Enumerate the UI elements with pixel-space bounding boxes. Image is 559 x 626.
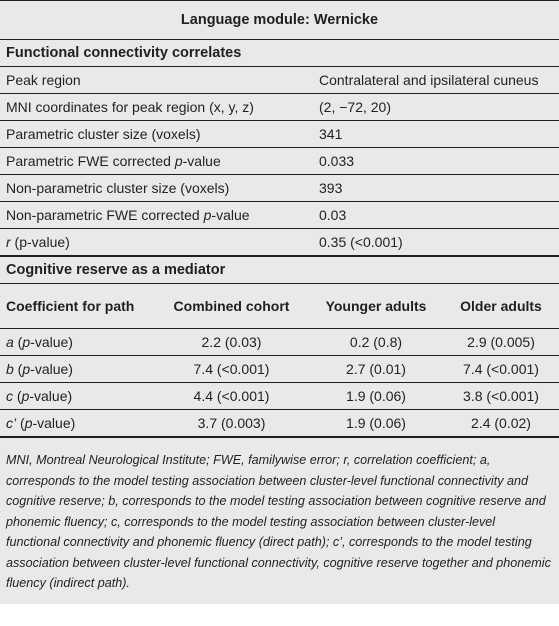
row-label-suffix: (p-value): [10, 234, 70, 250]
combined-cell: 7.4 (<0.001): [193, 361, 270, 377]
combined-cell: 4.4 (<0.001): [193, 388, 270, 404]
section-heading-mediator: Cognitive reserve as a mediator: [0, 256, 559, 283]
row-value: 0.03: [319, 207, 347, 223]
row-label-suffix: -value: [211, 207, 250, 223]
older-cell: 2.4 (0.02): [471, 415, 531, 431]
table-row: [0, 329, 559, 355]
row-label-italic: r: [6, 234, 11, 250]
path-suffix-close: -value): [32, 415, 76, 431]
row-label: [0, 229, 313, 255]
younger-cell: 0.2 (0.8): [349, 334, 403, 350]
row-value: 0.35 (<0.001): [319, 234, 403, 250]
path-cell: [0, 356, 154, 382]
row-label-text: Parametric cluster size (voxels): [6, 126, 201, 142]
table-row: [0, 228, 559, 256]
table-row: [0, 174, 559, 201]
path-suffix-close: -value): [30, 361, 73, 377]
combined-cell: 3.7 (0.003): [197, 415, 266, 431]
column-header-combined: Combined cohort: [173, 298, 290, 314]
footnote: MNI, Montreal Neurological Institute; FWE, familywise error; r, correlation coefficient; a, corresponds to the model testing association between cluster-level functional connectivity and cognitive reserve; b, corresponds to the model testing association between cognitive reserve and phonemic fluency; c, corresponds to the model testing association between cluster-level functional connectivity and phonemic fluency (direct path); c’, corresponds to the model testing association between cluster-level functional connectivity, cognitive reserve together and phonemic fluency (indirect path).: [0, 437, 559, 600]
row-label: [0, 202, 313, 228]
table-row: [0, 201, 559, 228]
older-cell: 3.8 (<0.001): [463, 388, 539, 404]
table-row: [0, 355, 559, 382]
row-label-suffix: -value: [182, 153, 221, 169]
path-symbol: c’: [6, 415, 17, 431]
path-suffix-open: (: [13, 361, 23, 377]
row-label: [0, 67, 313, 93]
path-suffix-p: p: [24, 415, 33, 431]
path-suffix-p: p: [22, 361, 31, 377]
row-label-italic: p: [203, 207, 212, 223]
path-symbol: b: [6, 361, 14, 377]
table-row: [0, 93, 559, 120]
row-label-text: MNI coordinates for peak region (x, y, z): [6, 99, 254, 115]
path-symbol: a: [6, 334, 14, 350]
column-header-path: Coefficient for path: [6, 298, 135, 314]
table-row: [0, 409, 559, 437]
path-suffix-close: -value): [30, 334, 73, 350]
path-suffix-p: p: [21, 388, 30, 404]
row-value: 341: [319, 126, 343, 142]
path-suffix-open: (: [16, 415, 25, 431]
path-symbol: c: [6, 388, 13, 404]
path-suffix-close: -value): [29, 388, 73, 404]
row-value: Contralateral and ipsilateral cuneus: [319, 72, 539, 88]
row-value: 393: [319, 180, 343, 196]
path-suffix-open: (: [13, 388, 22, 404]
table-row: [0, 120, 559, 147]
mediator-rows: [0, 329, 559, 437]
row-label: [0, 121, 313, 147]
row-label-text: Non-parametric FWE corrected: [6, 207, 204, 223]
path-suffix-open: (: [13, 334, 23, 350]
row-value: (2, −72, 20): [319, 99, 391, 115]
row-label-italic: p: [174, 153, 183, 169]
older-cell: 7.4 (<0.001): [463, 361, 539, 377]
table-row: [0, 147, 559, 174]
path-cell: [0, 410, 154, 436]
section-heading-functional: Functional connectivity correlates: [6, 45, 242, 61]
column-header-younger: Younger adults: [325, 298, 427, 314]
row-label-text: Peak region: [6, 72, 81, 88]
row-label-text: Non-parametric cluster size (voxels): [6, 180, 230, 196]
path-cell: [0, 383, 154, 409]
table-title: Language module: Wernicke: [0, 0, 559, 40]
path-cell: [0, 329, 154, 355]
table-row: [0, 66, 559, 93]
younger-cell: 2.7 (0.01): [346, 361, 406, 377]
older-cell: 2.9 (0.005): [467, 334, 535, 350]
younger-cell: 1.9 (0.06): [346, 388, 406, 404]
path-suffix-p: p: [22, 334, 31, 350]
combined-cell: 2.2 (0.03): [201, 334, 262, 350]
column-header-older: Older adults: [460, 298, 542, 314]
younger-cell: 1.9 (0.06): [346, 415, 406, 431]
row-value: 0.033: [319, 153, 355, 169]
table-header-row: [0, 283, 559, 329]
functional-rows: [0, 66, 559, 256]
table-row: [0, 382, 559, 409]
row-label-text: Parametric FWE corrected: [6, 153, 175, 169]
row-label: [0, 94, 313, 120]
row-label: [0, 175, 313, 201]
row-label: [0, 148, 313, 174]
